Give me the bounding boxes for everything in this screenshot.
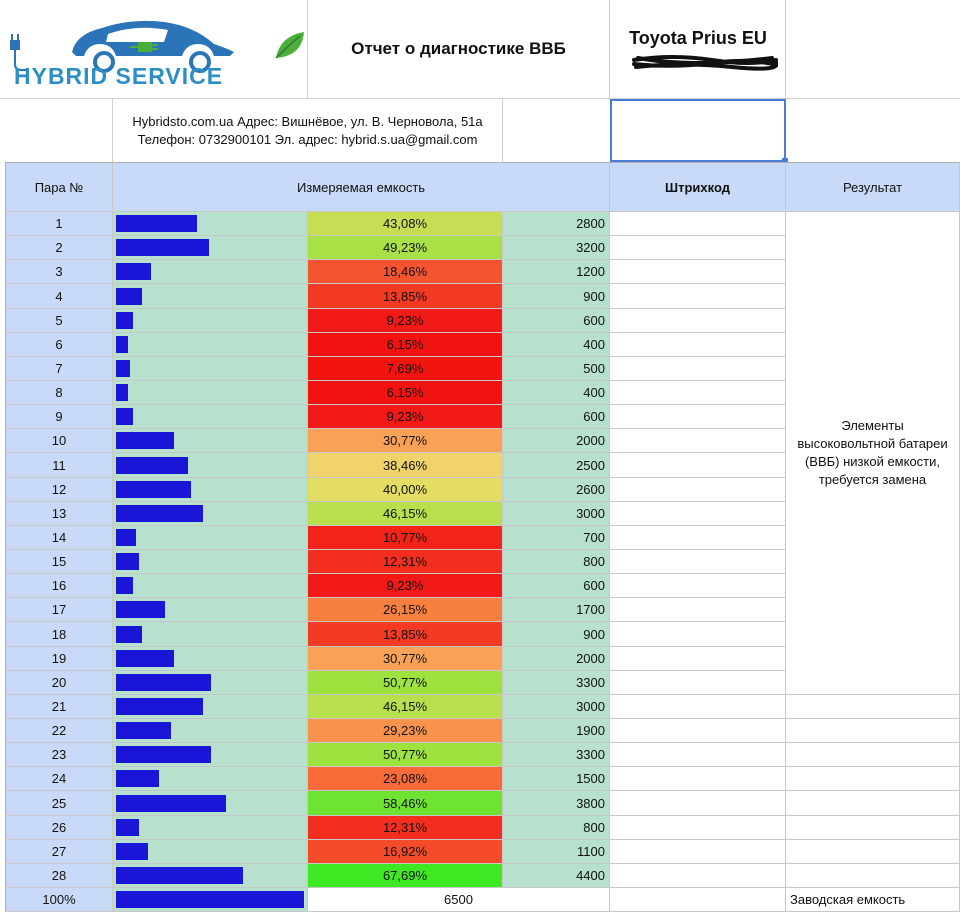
capacity-bar-cell [113, 357, 308, 381]
capacity-bar [116, 722, 171, 739]
barcode-cell[interactable] [610, 816, 786, 840]
capacity-value-cell [503, 357, 610, 381]
capacity-percent-cell [308, 357, 503, 381]
capacity-bar-cell [113, 622, 308, 647]
capacity-percent: 12,31% [382, 554, 428, 569]
pair-number: 8 [55, 385, 63, 400]
header-barcode [610, 162, 786, 212]
capacity-percent-cell [308, 284, 503, 309]
capacity-bar [116, 650, 174, 667]
pair-number: 24 [51, 771, 67, 786]
logo-area [0, 0, 308, 99]
capacity-bar [116, 408, 133, 425]
capacity-value-cell [503, 453, 610, 478]
pair-number-cell [5, 864, 113, 888]
pair-number-cell [5, 743, 113, 767]
pair-number: 10 [51, 433, 67, 448]
capacity-bar [116, 553, 139, 570]
result-cell[interactable] [786, 864, 960, 888]
capacity-percent-cell [308, 647, 503, 671]
capacity-bar-cell [113, 695, 308, 719]
capacity-bar-cell [113, 840, 308, 864]
capacity-value-cell [503, 719, 610, 743]
pair-number-cell [5, 333, 113, 357]
barcode-cell[interactable] [610, 478, 786, 502]
capacity-bar [116, 770, 159, 787]
capacity-percent: 49,23% [382, 240, 428, 255]
capacity-bar [116, 819, 139, 836]
capacity-value-cell [503, 478, 610, 502]
capacity-percent: 6,15% [386, 385, 424, 400]
footer-capacity-text: 6500 [444, 892, 473, 907]
pair-number-cell [5, 526, 113, 550]
capacity-bar [116, 577, 133, 594]
capacity-value-cell [503, 743, 610, 767]
capacity-bar-cell [113, 429, 308, 453]
capacity-percent: 46,15% [382, 506, 428, 521]
pair-number-cell [5, 212, 113, 236]
capacity-percent-cell [308, 405, 503, 429]
capacity-percent: 43,08% [382, 216, 428, 231]
pair-number: 17 [51, 602, 67, 617]
pair-number: 19 [51, 651, 67, 666]
capacity-percent-cell [308, 502, 503, 526]
pair-number-cell [5, 405, 113, 429]
pair-number: 22 [51, 723, 67, 738]
pair-number-cell [5, 284, 113, 309]
capacity-percent-cell [308, 212, 503, 236]
pair-number: 23 [51, 747, 67, 762]
contacts [113, 99, 503, 162]
report-title [308, 0, 610, 99]
capacity-percent-cell [308, 260, 503, 284]
capacity-value-cell [503, 526, 610, 550]
capacity-percent: 18,46% [382, 264, 428, 279]
header-result [786, 162, 960, 212]
capacity-value-cell [503, 647, 610, 671]
result-cell[interactable] [786, 791, 960, 816]
pair-number: 26 [51, 820, 67, 835]
vehicle-model: Toyota Prius EU [629, 28, 767, 48]
barcode-cell[interactable] [610, 381, 786, 405]
pair-number-cell [5, 502, 113, 526]
capacity-percent: 6,15% [386, 337, 424, 352]
pair-number: 11 [52, 457, 66, 473]
barcode-cell[interactable] [610, 526, 786, 550]
capacity-percent: 9,23% [386, 409, 424, 424]
capacity-bar [116, 360, 130, 377]
capacity-percent-cell [308, 671, 503, 695]
header-capacity [113, 162, 610, 212]
capacity-value: 3200 [576, 240, 605, 255]
capacity-percent-cell [308, 429, 503, 453]
capacity-percent-cell [308, 574, 503, 598]
capacity-value: 3000 [576, 699, 605, 714]
capacity-percent-cell [308, 791, 503, 816]
pair-number: 9 [55, 409, 63, 424]
capacity-percent-cell [308, 453, 503, 478]
capacity-bar-cell [113, 260, 308, 284]
capacity-bar-cell [113, 478, 308, 502]
barcode-cell[interactable] [610, 260, 786, 284]
redacted-scribble [632, 54, 778, 72]
pair-number-cell [5, 695, 113, 719]
report-title-text: Отчет о диагностике ВВБ [351, 39, 566, 58]
header-pair [5, 162, 113, 212]
capacity-value-cell [503, 260, 610, 284]
pair-number-cell [5, 236, 113, 260]
barcode-cell[interactable] [610, 719, 786, 743]
capacity-value-cell [503, 622, 610, 647]
pair-number: 13 [51, 506, 67, 521]
capacity-bar [116, 601, 165, 618]
capacity-bar-cell [113, 647, 308, 671]
capacity-bar-cell [113, 816, 308, 840]
footer-label [5, 888, 113, 912]
barcode-cell[interactable] [610, 405, 786, 429]
barcode-cell[interactable] [610, 695, 786, 719]
header-capacity-text: Измеряемая емкость [296, 179, 426, 195]
result-cell[interactable] [786, 695, 960, 719]
contacts-text: Hybridsto.com.ua Адрес: Вишнёвое, ул. В. Черновола, 51а Телефон: 0732900101 Эл. адрес: hybrid.s.ua@gmail.com [132, 113, 483, 147]
pair-number: 14 [51, 530, 67, 545]
capacity-percent: 7,69% [386, 361, 424, 376]
capacity-percent: 10,77% [382, 530, 428, 545]
pair-number-cell [5, 840, 113, 864]
capacity-value-cell [503, 309, 610, 333]
capacity-percent: 50,77% [382, 675, 428, 690]
capacity-bar-cell [113, 526, 308, 550]
selected-cell[interactable] [610, 99, 786, 162]
barcode-cell[interactable] [610, 743, 786, 767]
capacity-bar-cell [113, 574, 308, 598]
capacity-bar [116, 626, 142, 643]
capacity-percent-cell [308, 719, 503, 743]
svg-text:HYBRID SERVICE: HYBRID SERVICE [14, 63, 224, 89]
footer-bar-cell [113, 888, 308, 912]
capacity-value-cell [503, 574, 610, 598]
pair-number: 27 [51, 844, 67, 859]
capacity-bar [116, 529, 136, 546]
capacity-value: 2000 [576, 651, 605, 666]
capacity-bar [116, 457, 188, 474]
capacity-bar [116, 239, 209, 256]
capacity-value-cell [503, 598, 610, 622]
capacity-value: 2800 [576, 216, 605, 231]
capacity-value: 600 [583, 313, 605, 328]
capacity-bar [116, 505, 203, 522]
capacity-bar [116, 867, 243, 884]
capacity-percent-cell [308, 864, 503, 888]
capacity-value-cell [503, 550, 610, 574]
capacity-bar [116, 674, 211, 691]
capacity-bar-cell [113, 333, 308, 357]
result-cell[interactable] [786, 840, 960, 864]
pair-number-cell [5, 791, 113, 816]
capacity-value-cell [503, 381, 610, 405]
footer-note [786, 888, 960, 912]
capacity-bar [116, 384, 128, 401]
capacity-bar-cell [113, 671, 308, 695]
pair-number-cell [5, 574, 113, 598]
pair-number-cell [5, 598, 113, 622]
capacity-value: 3300 [576, 747, 605, 762]
barcode-cell[interactable] [610, 284, 786, 309]
pair-number-cell [5, 381, 113, 405]
capacity-value: 3300 [576, 675, 605, 690]
capacity-value-cell [503, 791, 610, 816]
result-cell[interactable] [786, 719, 960, 743]
capacity-bar-cell [113, 598, 308, 622]
footer-label-text: 100% [42, 892, 76, 907]
capacity-value-cell [503, 840, 610, 864]
capacity-bar-cell [113, 284, 308, 309]
left-spacer [0, 99, 113, 162]
capacity-percent: 9,23% [386, 578, 424, 593]
footer-capacity [308, 888, 610, 912]
barcode-cell[interactable] [610, 357, 786, 381]
vehicle-info [610, 0, 786, 99]
capacity-value-cell [503, 671, 610, 695]
pair-number: 20 [51, 675, 67, 690]
capacity-value: 800 [583, 554, 605, 569]
barcode-cell[interactable] [610, 212, 786, 236]
footer-barcode[interactable] [610, 888, 786, 912]
capacity-value: 500 [583, 361, 605, 376]
pair-number-cell [5, 719, 113, 743]
capacity-value: 1100 [577, 844, 605, 859]
capacity-value: 1200 [576, 264, 605, 279]
capacity-bar [116, 312, 133, 329]
pair-number-cell [5, 767, 113, 791]
capacity-value-cell [503, 864, 610, 888]
header-result-text: Результат [842, 179, 903, 195]
capacity-percent: 38,46% [382, 457, 428, 473]
capacity-percent: 13,85% [382, 288, 428, 304]
result-cell[interactable] [786, 767, 960, 791]
pair-number: 28 [51, 868, 67, 883]
capacity-value-cell [503, 212, 610, 236]
header-pair-text: Пара № [34, 179, 84, 195]
capacity-value: 1500 [576, 771, 605, 786]
capacity-bar-cell [113, 502, 308, 526]
capacity-value: 3800 [576, 795, 605, 811]
capacity-percent: 26,15% [382, 602, 428, 617]
pair-number: 18 [51, 626, 67, 642]
footer-note-text: Заводская емкость [790, 892, 906, 907]
capacity-percent-cell [308, 478, 503, 502]
capacity-bar [116, 843, 148, 860]
capacity-percent: 23,08% [382, 771, 428, 786]
capacity-bar-cell [113, 453, 308, 478]
capacity-percent-cell [308, 598, 503, 622]
capacity-bar-cell [113, 864, 308, 888]
capacity-bar-cell [113, 236, 308, 260]
contacts-spacer [503, 99, 610, 162]
capacity-percent-cell [308, 309, 503, 333]
capacity-value: 4400 [576, 868, 605, 883]
capacity-percent-cell [308, 550, 503, 574]
capacity-bar [116, 215, 197, 232]
header-barcode-text: Штрихкод [665, 179, 730, 195]
capacity-value: 2600 [576, 482, 605, 497]
barcode-cell[interactable] [610, 333, 786, 357]
capacity-bar-cell [113, 309, 308, 333]
capacity-value: 2000 [576, 433, 605, 448]
barcode-cell[interactable] [610, 598, 786, 622]
capacity-bar [116, 795, 226, 812]
capacity-percent-cell [308, 840, 503, 864]
pair-number-cell [5, 478, 113, 502]
blank-top-right [786, 0, 960, 99]
pair-number: 2 [55, 240, 63, 255]
capacity-percent: 29,23% [382, 723, 428, 738]
barcode-cell[interactable] [610, 236, 786, 260]
barcode-cell[interactable] [610, 429, 786, 453]
pair-number: 15 [51, 554, 67, 569]
pair-number: 4 [55, 288, 63, 304]
capacity-percent-cell [308, 526, 503, 550]
pair-number: 6 [55, 337, 63, 352]
capacity-percent: 30,77% [382, 433, 428, 448]
capacity-percent: 12,31% [382, 820, 428, 835]
pair-number: 21 [51, 699, 67, 714]
capacity-percent-cell [308, 622, 503, 647]
barcode-cell[interactable] [610, 767, 786, 791]
pair-number-cell [5, 550, 113, 574]
capacity-bar [116, 481, 191, 498]
capacity-percent: 50,77% [382, 747, 428, 762]
footer-capacity-bar [116, 891, 304, 908]
barcode-cell[interactable] [610, 840, 786, 864]
pair-number-cell [5, 357, 113, 381]
result-cell[interactable] [786, 816, 960, 840]
capacity-bar-cell [113, 212, 308, 236]
capacity-bar-cell [113, 791, 308, 816]
pair-number-cell [5, 647, 113, 671]
pair-number-cell [5, 260, 113, 284]
capacity-percent: 9,23% [386, 313, 424, 328]
barcode-cell[interactable] [610, 671, 786, 695]
capacity-bar-cell [113, 767, 308, 791]
capacity-percent-cell [308, 381, 503, 405]
barcode-cell[interactable] [610, 622, 786, 647]
pair-number-cell [5, 453, 113, 478]
pair-number: 7 [55, 361, 63, 376]
capacity-percent: 67,69% [382, 868, 428, 883]
barcode-cell[interactable] [610, 647, 786, 671]
capacity-value: 900 [583, 288, 605, 304]
result-cell[interactable] [786, 743, 960, 767]
capacity-percent: 40,00% [382, 482, 428, 497]
capacity-value-cell [503, 429, 610, 453]
capacity-bar-cell [113, 550, 308, 574]
barcode-cell[interactable] [610, 791, 786, 816]
capacity-percent: 13,85% [382, 626, 428, 642]
capacity-bar [116, 263, 151, 280]
barcode-cell[interactable] [610, 309, 786, 333]
capacity-percent-cell [308, 816, 503, 840]
capacity-bar [116, 746, 211, 763]
capacity-value-cell [503, 502, 610, 526]
capacity-value: 400 [583, 385, 605, 400]
capacity-percent-cell [308, 695, 503, 719]
result-merged-cell [786, 212, 960, 695]
car-plug-leaf-logo-icon [0, 0, 308, 99]
capacity-value: 1900 [576, 723, 605, 738]
capacity-value-cell [503, 236, 610, 260]
capacity-percent: 46,15% [382, 699, 428, 714]
pair-number-cell [5, 816, 113, 840]
capacity-percent-cell [308, 743, 503, 767]
capacity-value: 2500 [576, 457, 605, 473]
capacity-value-cell [503, 816, 610, 840]
capacity-percent-cell [308, 333, 503, 357]
capacity-bar-cell [113, 743, 308, 767]
capacity-bar [116, 288, 142, 305]
pair-number: 5 [55, 313, 63, 328]
capacity-value: 800 [583, 820, 605, 835]
capacity-percent: 58,46% [382, 795, 428, 811]
barcode-cell[interactable] [610, 453, 786, 478]
capacity-bar [116, 336, 128, 353]
capacity-bar [116, 698, 203, 715]
capacity-bar-cell [113, 405, 308, 429]
capacity-percent: 30,77% [382, 651, 428, 666]
barcode-cell[interactable] [610, 574, 786, 598]
barcode-cell[interactable] [610, 864, 786, 888]
pair-number: 3 [55, 264, 63, 279]
capacity-value: 700 [583, 530, 605, 545]
pair-number: 1 [55, 216, 63, 231]
capacity-value: 400 [583, 337, 605, 352]
pair-number-cell [5, 309, 113, 333]
capacity-value: 3000 [576, 506, 605, 521]
capacity-value-cell [503, 333, 610, 357]
capacity-percent-cell [308, 236, 503, 260]
capacity-percent: 16,92% [382, 844, 428, 859]
capacity-value: 1700 [576, 602, 605, 617]
capacity-value-cell [503, 405, 610, 429]
capacity-percent-cell [308, 767, 503, 791]
capacity-bar-cell [113, 381, 308, 405]
pair-number-cell [5, 671, 113, 695]
pair-number-cell [5, 622, 113, 647]
capacity-bar [116, 432, 174, 449]
pair-number: 12 [51, 482, 67, 497]
capacity-value: 900 [583, 626, 605, 642]
pair-number-cell [5, 429, 113, 453]
result-text: Элементы высоковольтной батареи (ВВБ) низкой емкости, требуется замена [797, 418, 948, 487]
capacity-value: 600 [583, 578, 605, 593]
capacity-value-cell [503, 695, 610, 719]
pair-number: 25 [51, 795, 67, 811]
capacity-value: 600 [583, 409, 605, 424]
capacity-bar-cell [113, 719, 308, 743]
capacity-value-cell [503, 767, 610, 791]
pair-number: 16 [51, 578, 67, 593]
capacity-value-cell [503, 284, 610, 309]
barcode-cell[interactable] [610, 502, 786, 526]
barcode-cell[interactable] [610, 550, 786, 574]
